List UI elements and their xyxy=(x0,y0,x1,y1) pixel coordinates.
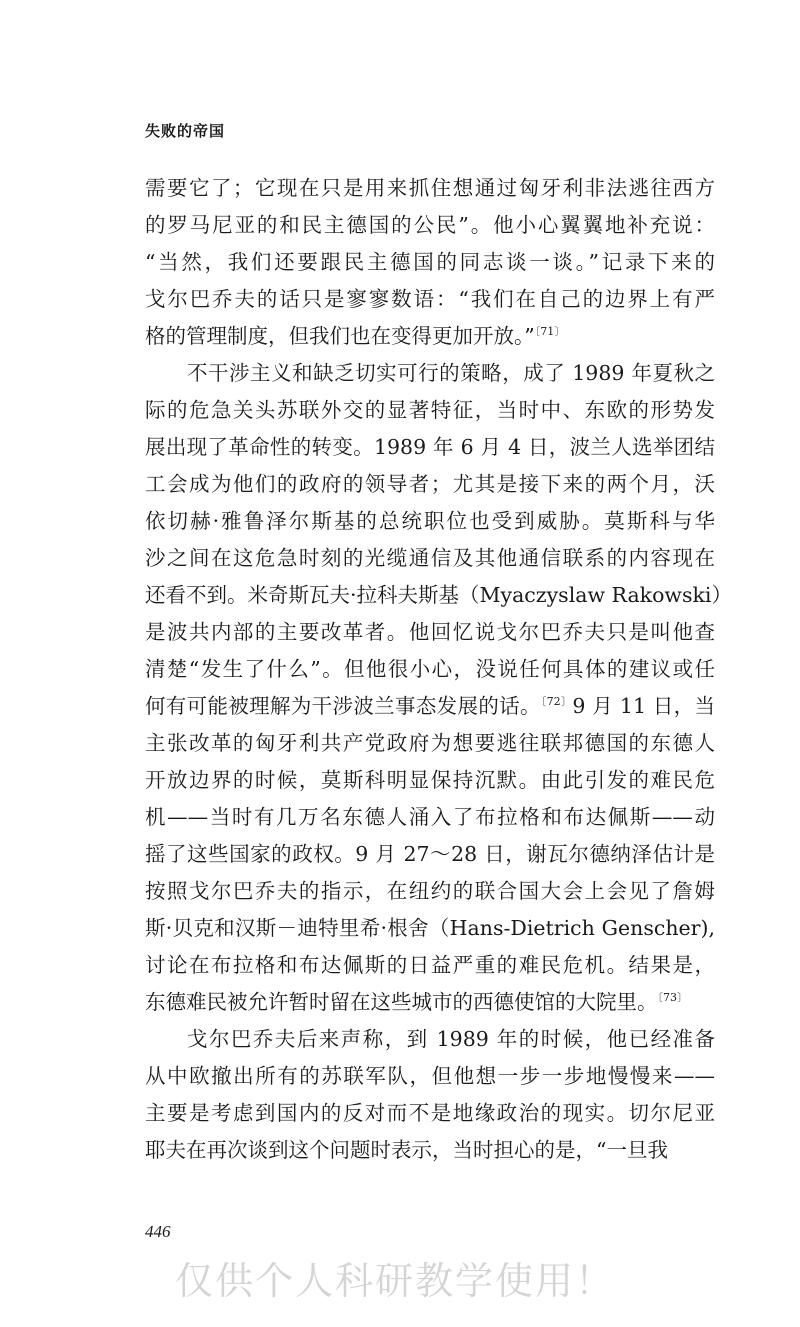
line-text: 主张改革的匈牙利共产党政府为想要逃往联邦德国的东德人 xyxy=(145,731,715,755)
line-text: 戈尔巴乔夫后来声称，到 1989 年的时候，他已经准备 xyxy=(187,1027,715,1051)
text-line xyxy=(145,762,715,799)
text-line xyxy=(145,910,715,947)
line-text: 从中欧撤出所有的苏联军队，但他想一步一步地慢慢来—— xyxy=(145,1064,715,1088)
text-line xyxy=(145,725,715,762)
text-line xyxy=(145,614,715,651)
footnote-marker: 〔72〕 xyxy=(540,695,573,709)
line-text: 主要是考虑到国内的反对而不是地缘政治的现实。切尔尼亚 xyxy=(145,1101,715,1125)
line-text: 按照戈尔巴乔夫的指示，在纽约的联合国大会上会见了詹姆 xyxy=(145,879,715,903)
line-text: 沙之间在这危急时刻的光缆通信及其他通信联系的内容现在 xyxy=(145,546,715,570)
line-text: 戈尔巴乔夫的话只是寥寥数语：“我们在自己的边界上有严 xyxy=(145,287,715,311)
line-text: 依切赫·雅鲁泽尔斯基的总统职位也受到威胁。莫斯科与华 xyxy=(145,509,715,533)
line-text: 东德难民被允许暂时留在这些城市的西德使馆的大院里。 xyxy=(145,990,658,1014)
line-text: 清楚“发生了什么”。但他很小心，没说任何具体的建议或任 xyxy=(145,657,715,681)
line-text: 耶夫在再次谈到这个问题时表示，当时担心的是，“一旦我 xyxy=(145,1138,668,1162)
line-text: 展出现了革命性的转变。1989 年 6 月 4 日，波兰人选举团结 xyxy=(145,435,715,459)
line-text: 机——当时有几万名东德人涌入了布拉格和布达佩斯——动 xyxy=(145,805,715,829)
line-text: 还看不到。米奇斯瓦夫·拉科夫斯基（Myaczyslaw Rakowski） xyxy=(145,583,732,607)
text-line xyxy=(145,466,715,503)
text-line xyxy=(145,873,715,910)
text-line xyxy=(145,688,715,725)
line-text: 开放边界的时候，莫斯科明显保持沉默。由此引发的难民危 xyxy=(145,768,715,792)
text-line xyxy=(145,799,715,836)
text-line xyxy=(145,207,715,244)
text-line xyxy=(145,392,715,429)
line-text: 的罗马尼亚的和民主德国的公民”。他小心翼翼地补充说： xyxy=(145,213,715,237)
text-line xyxy=(145,281,715,318)
text-line xyxy=(145,244,715,281)
line-text: 工会成为他们的政府的领导者；尤其是接下来的两个月，沃 xyxy=(145,472,715,496)
line-text: 讨论在布拉格和布达佩斯的日益严重的难民危机。结果是， xyxy=(145,953,715,977)
line-text: 斯·贝克和汉斯－迪特里希·根舍（Hans-Dietrich Genscher), xyxy=(145,916,715,940)
text-line xyxy=(145,1021,715,1058)
line-text: “当然，我们还要跟民主德国的同志谈一谈。”记录下来的 xyxy=(145,250,715,274)
text-line xyxy=(145,170,715,207)
body-text xyxy=(145,170,732,1169)
footnote-marker: 〔71〕 xyxy=(534,325,566,339)
line-text: 格的管理制度，但我们也在变得更加开放。” xyxy=(145,324,535,348)
text-line xyxy=(145,429,715,466)
text-line xyxy=(145,577,732,614)
line-text: 需要它了；它现在只是用来抓住想通过匈牙利非法逃往西方 xyxy=(145,176,715,200)
text-line xyxy=(145,1095,715,1132)
line-text: 摇了这些国家的政权。9 月 27～28 日，谢瓦尔德纳泽估计是 xyxy=(145,842,715,866)
text-line xyxy=(145,651,715,688)
text-line xyxy=(145,318,715,355)
running-head: 失败的帝国 xyxy=(145,122,226,140)
line-text: 不干涉主义和缺乏切实可行的策略，成了 1989 年夏秋之 xyxy=(187,361,715,385)
text-line xyxy=(145,1058,715,1095)
text-line xyxy=(145,1132,715,1169)
line-text: 何有可能被理解为干涉波兰事态发展的话。 xyxy=(145,694,541,718)
line-text: 际的危急关头苏联外交的显著特征，当时中、东欧的形势发 xyxy=(145,398,715,422)
text-line xyxy=(145,540,715,577)
footnote-marker: 〔73〕 xyxy=(657,991,688,1005)
watermark: 仅供个人科研教学使用！ xyxy=(175,1259,616,1303)
text-line xyxy=(145,503,715,540)
text-line xyxy=(145,355,715,392)
text-line xyxy=(145,947,715,984)
page-number: 446 xyxy=(145,1222,171,1241)
text-line xyxy=(145,836,715,873)
line-text-after-note: 9 月 11 日，当 xyxy=(572,694,716,718)
line-text: 是波共内部的主要改革者。他回忆说戈尔巴乔夫只是叫他查 xyxy=(145,620,715,644)
text-line xyxy=(145,984,715,1021)
